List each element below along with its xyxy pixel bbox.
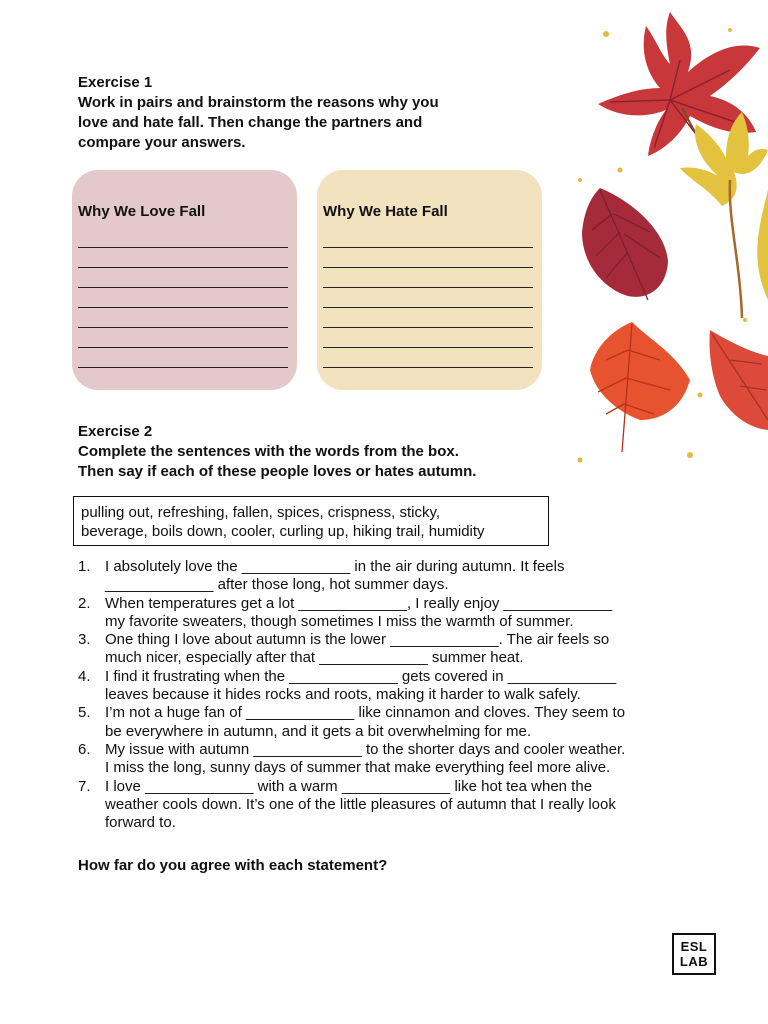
answer-line[interactable]: [323, 348, 533, 368]
answer-line[interactable]: [323, 328, 533, 348]
sentence-item: [78, 595, 698, 632]
hate-fall-title: Why We Hate Fall: [323, 203, 448, 220]
sentence-line: be everywhere in autumn, and it gets a bit overwhelming for me.: [105, 722, 532, 740]
answer-line[interactable]: [323, 268, 533, 288]
sentence-line: I find it frustrating when the _____________ gets covered in _____________: [105, 667, 617, 685]
sentence-line: I love _____________ with a warm _____________ like hot tea when the: [105, 777, 593, 795]
hate-fall-card: [317, 170, 542, 390]
answer-line[interactable]: [323, 288, 533, 308]
word-box-line: pulling out, refreshing, fallen, spices, crispness, sticky,: [81, 504, 441, 521]
exercise2-heading: [78, 422, 476, 482]
exercise1-heading: [78, 73, 439, 153]
exercise2-instruction-line: Then say if each of these people loves or hates autumn.: [78, 463, 477, 480]
sentence-line: much nicer, especially after that _____________ summer heat.: [105, 649, 524, 667]
word-box: [73, 496, 549, 546]
sentence-number: 1.: [78, 558, 91, 575]
sentence-item: [78, 668, 698, 705]
sentence-text: [105, 704, 625, 741]
word-box-line: beverage, boils down, cooler, curling up, hiking trail, humidity: [81, 523, 485, 540]
sentence-number: 3.: [78, 631, 91, 649]
agreement-question: How far do you agree with each statement?: [78, 857, 388, 874]
sentence-text: [105, 595, 612, 632]
answer-line[interactable]: [323, 248, 533, 268]
answer-line[interactable]: [78, 308, 288, 328]
leaf-orange-red-icon: [590, 322, 690, 452]
answer-line[interactable]: [323, 228, 533, 248]
sentence-item: [78, 778, 698, 833]
sentence-line: My issue with autumn _____________ to the shorter days and cooler weather.: [105, 740, 626, 758]
exercise2-title: Exercise 2: [78, 423, 153, 440]
sentence-line: weather cools down. It’s one of the little pleasures of autumn that I really look: [105, 795, 616, 813]
autumn-leaves-decoration: [570, 0, 768, 470]
answer-line[interactable]: [78, 248, 288, 268]
sentence-list: [78, 558, 698, 832]
love-fall-answer-lines[interactable]: [78, 228, 288, 368]
sentence-number: 7.: [78, 777, 91, 795]
answer-line[interactable]: [78, 288, 288, 308]
sentence-text: [105, 558, 565, 595]
answer-line[interactable]: [323, 308, 533, 328]
love-fall-card: [72, 170, 297, 390]
sentence-line: I absolutely love the _____________ in the air during autumn. It feels: [105, 558, 565, 575]
sentence-item: [78, 558, 698, 595]
sentence-text: [105, 778, 616, 833]
sentence-number: 5.: [78, 704, 91, 722]
answer-line[interactable]: [78, 268, 288, 288]
love-fall-title: Why We Love Fall: [78, 203, 206, 220]
sentence-number: 6.: [78, 740, 91, 758]
sentence-text: [105, 741, 625, 778]
answer-line[interactable]: [78, 228, 288, 248]
answer-line[interactable]: [78, 348, 288, 368]
sentence-line: forward to.: [105, 814, 176, 832]
sentence-line: _____________ after those long, hot summer days.: [105, 576, 449, 594]
sentence-text: [105, 631, 609, 668]
exercise1-instruction-line: love and hate fall. Then change the partners and: [78, 114, 423, 131]
sentence-number: 2.: [78, 594, 91, 612]
exercise2-instruction-line: Complete the sentences with the words from the box.: [78, 443, 459, 460]
sentence-line: leaves because it hides rocks and roots, making it harder to walk safely.: [105, 686, 581, 704]
sentence-line: I’m not a huge fan of _____________ like cinnamon and cloves. They seem to: [105, 704, 626, 722]
exercise1-instruction-line: Work in pairs and brainstorm the reasons why you: [78, 94, 439, 111]
sentence-line: I miss the long, sunny days of summer that make everything feel more alive.: [105, 759, 611, 777]
sentence-line: When temperatures get a lot _____________, I really enjoy _____________: [105, 594, 613, 612]
sentence-line: One thing I love about autumn is the lower _____________. The air feels so: [105, 631, 610, 649]
esl-lab-logo: ESL LAB: [672, 933, 716, 975]
sentence-number: 4.: [78, 667, 91, 685]
sentence-line: my favorite sweaters, though sometimes I miss the warmth of summer.: [105, 612, 574, 630]
hate-fall-answer-lines[interactable]: [323, 228, 533, 368]
sentence-item: [78, 704, 698, 741]
birch-leaf-red-icon: [582, 188, 668, 300]
leaf-partial-red-icon: [709, 330, 768, 430]
exercise1-instruction-line: compare your answers.: [78, 134, 246, 151]
sentence-text: [105, 668, 616, 705]
exercise1-title: Exercise 1: [78, 74, 153, 91]
maple-leaf-yellow-icon: [680, 112, 768, 318]
answer-line[interactable]: [78, 328, 288, 348]
sentence-item: [78, 741, 698, 778]
sentence-item: [78, 631, 698, 668]
